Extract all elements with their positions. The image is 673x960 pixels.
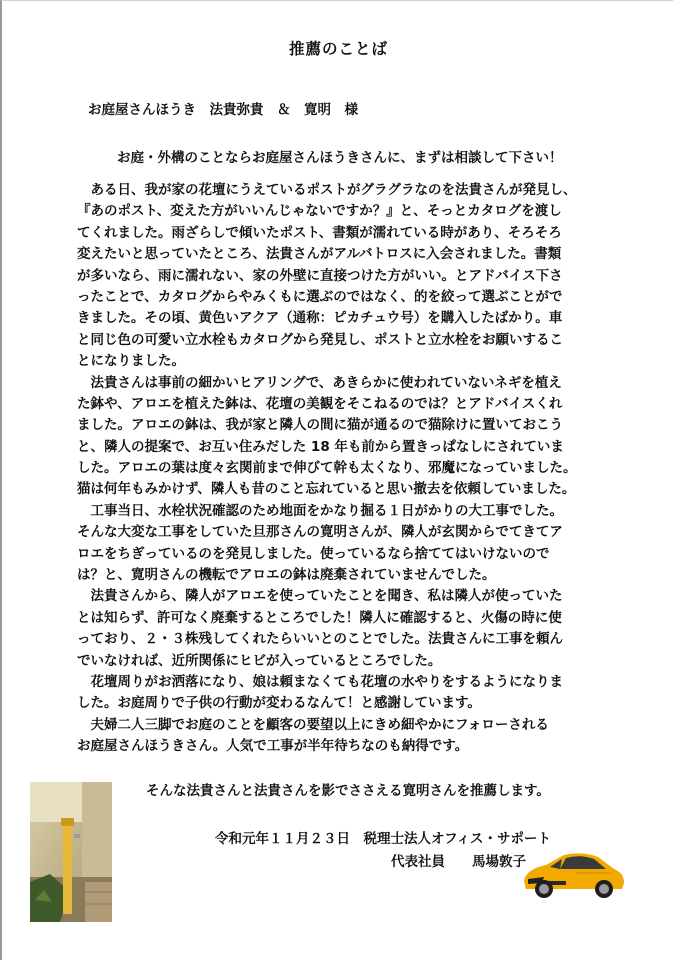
body-line: 変えたいと思っていたところ、法貴さんがアルバトロスに入会されました。書類 bbox=[77, 246, 562, 263]
body-line: きました。その頃、黄色いアクア（通称：ピカチュウ号）を購入したばかり。車 bbox=[77, 310, 563, 327]
body-line: とになりました。 bbox=[77, 353, 185, 370]
signature-line: 令和元年１１月２３日 税理士法人オフィス・サポート bbox=[215, 831, 552, 847]
body-line: っており、２・３株残してくれたらいいとのことでした。法貴さんに工事を頼ん bbox=[77, 631, 563, 648]
body-line: と、隣人の提案で、お互い住みだした 18 年も前から置きっぱなしにされていま bbox=[77, 438, 564, 455]
body-line: 夫婦二人三脚でお庭のことを顧客の要望以上にきめ細やかにフォローされる bbox=[77, 716, 549, 733]
body-line: が多いなら、雨に濡れない、家の外壁に直接つけた方がいい。とアドバイス下さ bbox=[77, 267, 563, 284]
body-line: ある日、我が家の花壇にうえているポストがグラグラなのを法貴さんが発見し、 bbox=[77, 182, 577, 198]
body-line: 法貴さんは事前の細かいヒアリングで、あきらかに使われていないネギを植え bbox=[77, 374, 562, 391]
body-line: ロエをちぎっているのを発見しました。使っているなら捨ててはいけないので bbox=[77, 545, 550, 562]
body-line: した。お庭周りで子供の行動が変わるなんて！と感謝しています。 bbox=[77, 695, 481, 712]
yellow-aqua-car-photo bbox=[516, 847, 628, 901]
body-line: 花壇周りがお洒落になり、娘は頼まなくても花壇の水やりをするようになりま bbox=[77, 673, 563, 690]
body-line: てくれました。雨ざらしで傾いたポスト、書類が濡れている時があり、そろそろ bbox=[77, 224, 562, 241]
body-line: した。アロエの葉は度々玄関前まで伸びて幹も太くなり、邪魔になっていました。 bbox=[77, 460, 577, 477]
body-line: ました。アロエの鉢は、我が家と隣人の間に猫が通るので猫除けに置いておこう bbox=[77, 417, 563, 434]
garden-photo-image bbox=[30, 782, 112, 922]
body-line: でいなければ、近所関係にヒビが入っているところでした。 bbox=[77, 652, 442, 669]
body-line: お庭屋さんほうきさん。人気で工事が半年待ちなのも納得です。 bbox=[77, 738, 469, 755]
body-line: ったことで、カタログからやみくもに選ぶのではなく、的を絞って選ぶことがで bbox=[77, 288, 563, 305]
body-line: 工事当日、水栓状況確認のため地面をかなり掘る１日がかりの大工事でした。 bbox=[77, 502, 563, 519]
closing-line: そんな法貴さんと法貴さんを影でささえる寛明さんを推薦します。 bbox=[146, 783, 550, 799]
body-line: 猫は何年もみかけず、隣人も昔のこと忘れていると思い撤去を依頼していました。 bbox=[77, 481, 576, 498]
representative-line: 代表社員 馬場敦子 bbox=[391, 854, 526, 870]
recipient-line: お庭屋さんほうき 法貴弥貴 ＆ 寛明 様 bbox=[88, 102, 358, 118]
letter-body bbox=[77, 180, 627, 758]
garden-post-photo bbox=[30, 782, 112, 922]
body-line: と同じ色の可愛い立水栓もカタログから発見し、ポストと立水栓をお願いするこ bbox=[77, 331, 563, 348]
body-line: とは知らず、許可なく廃棄するところでした！隣人に確認すると、火傷の時に使 bbox=[77, 609, 562, 626]
body-line: そんな大変な工事をしていた旦那さんの寛明さんが、隣人が玄関からでてきてア bbox=[77, 524, 563, 541]
body-line: 『あのポスト、変えた方がいいんじゃないですか？』と、そっとカタログを渡し bbox=[77, 203, 562, 220]
tagline: お庭・外構のことならお庭屋さんほうきさんに、まずは相談して下さい！ bbox=[117, 150, 563, 166]
body-line: 法貴さんから、隣人がアロエを使っていたことを聞き、私は隣人が使っていた bbox=[77, 588, 563, 605]
car-image bbox=[516, 847, 628, 901]
body-line: た鉢や、アロエを植えた鉢は、花壇の美観をそこねるのでは？とアドバイスくれ bbox=[77, 395, 563, 412]
page-title: 推薦のことば bbox=[288, 40, 388, 58]
body-line: は？と、寛明さんの機転でアロエの鉢は廃棄されていませんでした。 bbox=[77, 567, 496, 584]
